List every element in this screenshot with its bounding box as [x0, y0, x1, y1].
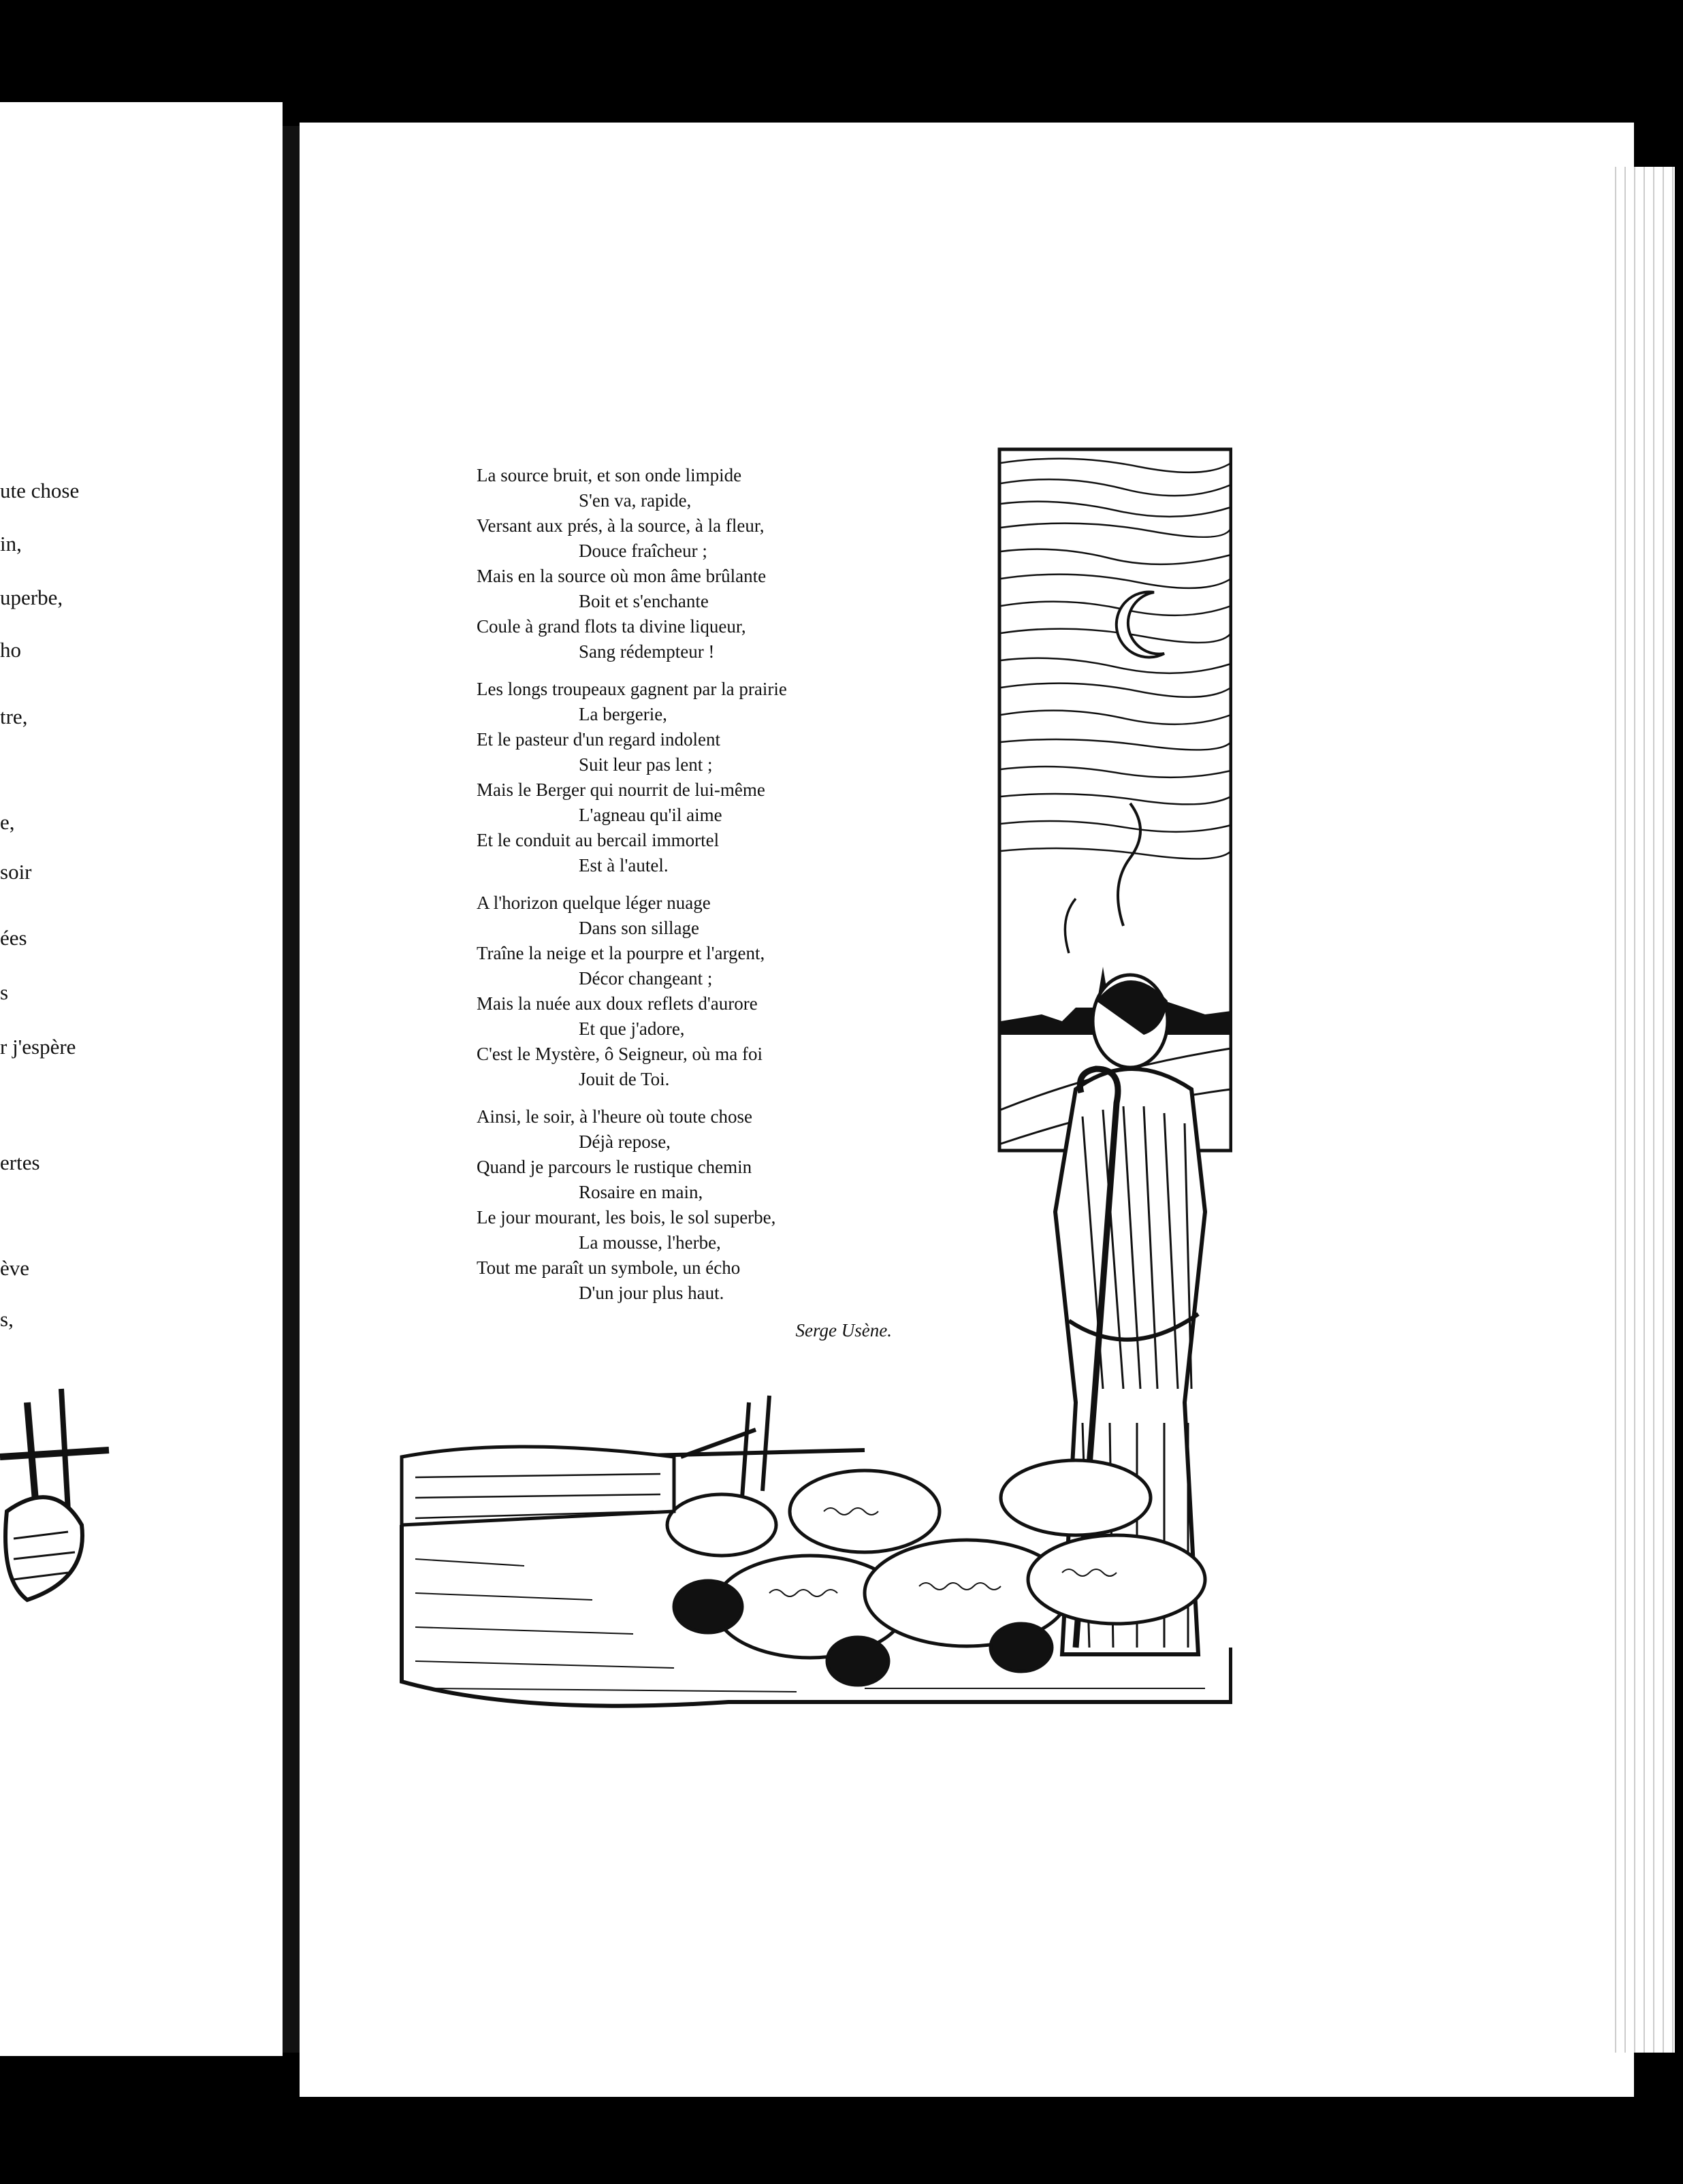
poem-line: Jouit de Toi. — [579, 1069, 670, 1089]
left-page-fragment: in, — [0, 532, 22, 556]
poem-line: Douce fraîcheur ; — [579, 541, 707, 561]
poem-stanza — [477, 890, 940, 1092]
poem-stanza — [477, 463, 940, 664]
poem-line: Dans son sillage — [579, 918, 699, 938]
poem-line: Tout me paraît un symbole, un écho — [477, 1257, 741, 1278]
poem-line: C'est le Mystère, ô Seigneur, où ma foi — [477, 1044, 763, 1064]
left-page-fragment: ées — [0, 926, 27, 950]
left-page-fragment: ute chose — [0, 479, 80, 502]
poem-line: Et le conduit au bercail immortel — [477, 830, 720, 850]
left-page-fragment: e, — [0, 810, 15, 834]
poem-line: Les longs troupeaux gagnent par la prairie — [477, 679, 787, 699]
poem-line: Rosaire en main, — [579, 1182, 703, 1202]
left-page-fragment: tre, — [0, 705, 28, 728]
poem-line: Mais la nuée aux doux reflets d'aurore — [477, 993, 758, 1014]
poem-line: Ainsi, le soir, à l'heure où toute chose — [477, 1106, 752, 1127]
poem-line: Quand je parcours le rustique chemin — [477, 1157, 752, 1177]
left-page-fragment: ho — [0, 638, 21, 662]
poem-line: La source bruit, et son onde limpide — [477, 465, 742, 485]
poem-line: Sang rédempteur ! — [579, 641, 715, 662]
poem-line: La bergerie, — [579, 704, 667, 724]
poem-line: Traîne la neige et la pourpre et l'argent, — [477, 943, 765, 963]
left-page — [0, 102, 283, 2056]
poem-line: Suit leur pas lent ; — [579, 754, 713, 775]
poem-stanza — [477, 677, 940, 878]
poem-line: Versant aux prés, à la source, à la fleur, — [477, 515, 765, 536]
poem-line: La mousse, l'herbe, — [579, 1232, 721, 1253]
poem — [477, 463, 940, 1343]
left-page-fragment: s, — [0, 1307, 14, 1331]
book-binding — [283, 126, 300, 2053]
left-page-fragment: r j'espère — [0, 1035, 76, 1059]
poem-line: A l'horizon quelque léger nuage — [477, 893, 711, 913]
poem-stanza — [477, 1104, 940, 1306]
poem-line: Le jour mourant, les bois, le sol superbe, — [477, 1207, 776, 1227]
left-page-fragment: ertes — [0, 1151, 40, 1174]
poem-line: Est à l'autel. — [579, 855, 669, 876]
poem-line: Et que j'adore, — [579, 1018, 685, 1039]
poem-line: D'un jour plus haut. — [579, 1283, 724, 1303]
poem-line: Déjà repose, — [579, 1131, 671, 1152]
rooster-vignette — [0, 1375, 136, 1613]
page-edges — [1610, 167, 1675, 2053]
poem-line: Mais en la source où mon âme brûlante — [477, 566, 767, 586]
poem-line: Boit et s'enchante — [579, 591, 709, 611]
left-page-fragment: ève — [0, 1256, 30, 1280]
left-page-fragment: soir — [0, 860, 32, 884]
author-signature: Serge Usène. — [795, 1320, 892, 1340]
poem-line: Et le pasteur d'un regard indolent — [477, 729, 721, 750]
poem-line: Mais le Berger qui nourrit de lui-même — [477, 780, 765, 800]
left-page-fragment: s — [0, 980, 9, 1004]
poem-line: Coule à grand flots ta divine liqueur, — [477, 616, 746, 637]
poem-line: Décor changeant ; — [579, 968, 713, 989]
poem-line: S'en va, rapide, — [579, 490, 692, 511]
left-page-fragment: uperbe, — [0, 585, 63, 609]
poem-line: L'agneau qu'il aime — [579, 805, 722, 825]
